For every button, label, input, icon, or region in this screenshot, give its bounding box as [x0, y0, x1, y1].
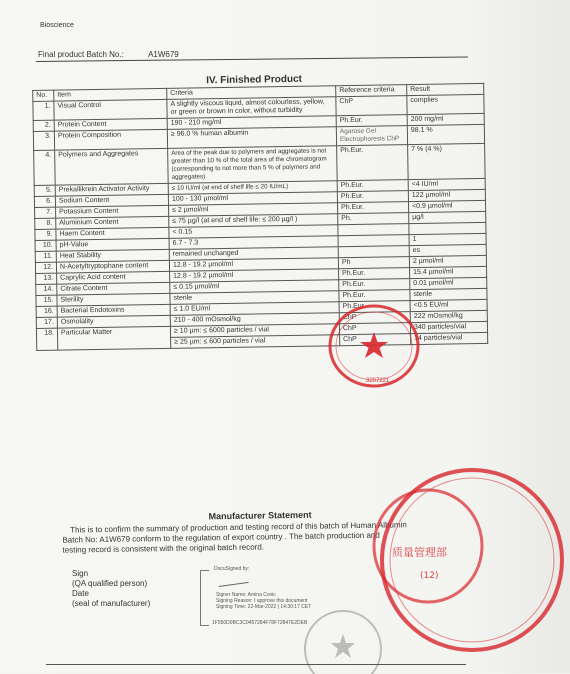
row-item: Prekallikrein Activator Activity — [55, 183, 168, 196]
col-header-item: Item — [54, 88, 167, 101]
footer-rule — [46, 664, 466, 665]
row-no: 8. — [35, 218, 56, 229]
row-reference: ChP — [339, 312, 410, 324]
row-no: 10. — [35, 240, 56, 251]
company-seal-stamp — [322, 300, 426, 392]
row-result: 98.1 % — [407, 124, 484, 144]
row-reference: ChP — [340, 334, 411, 346]
row-result: 2 µmol/ml — [409, 255, 486, 267]
row-no: 17. — [36, 317, 57, 328]
docusign-reason: Signing Reason: I approve this document — [216, 598, 308, 604]
docusign-signer: Signer Name: Amina Covic — [216, 592, 276, 598]
row-result: 15.4 µmol/ml — [410, 266, 487, 278]
statement-title: Manufacturer Statement — [208, 509, 312, 522]
col-header-reference: Reference criteria — [336, 85, 407, 97]
row-result: 1 — [409, 233, 486, 245]
row-item: N-Acetyltryptophane content — [56, 260, 169, 273]
row-item: pH-Value — [56, 238, 169, 251]
row-no: 7. — [35, 207, 56, 218]
row-criteria: ≤ 75 µg/l (at end of shelf life: ≤ 200 µg/l ) — [169, 214, 338, 228]
row-item: Sodium Content — [55, 194, 168, 207]
row-criteria: ≥ 10 µm: ≤ 6000 particles / vial — [170, 324, 339, 338]
statement-line: Batch No: A1W679 conform to the regulation of export country . The batch production and — [62, 530, 380, 545]
docusign-time: Signing Time: 22-Mar-2022 | 14:30:17 CET — [216, 604, 312, 610]
faded-stamp — [298, 604, 388, 674]
row-item: Heat Stability — [56, 249, 169, 262]
row-no: 2. — [33, 120, 54, 131]
quality-department-stamp — [366, 454, 566, 664]
faded-star-icon — [331, 634, 355, 658]
row-reference: Ph.Eur. — [339, 301, 410, 313]
row-item: Bacterial Endotoxins — [57, 304, 170, 317]
row-reference: Ph. — [338, 213, 409, 225]
stamp-department-number: (12) — [420, 571, 439, 581]
row-criteria: 12.8 - 19.2 µmol/ml — [169, 258, 338, 272]
row-criteria: 12.8 - 19.2 µmol/ml — [170, 269, 339, 283]
row-criteria: 6.7 - 7.3 — [169, 236, 338, 250]
col-header-no: No. — [33, 90, 54, 101]
row-criteria: ≤ 10 IU/ml (at end of shelf life ≤ 20 IU/mL) — [168, 181, 337, 195]
row-criteria: A slightly viscous liquid, almost colourless, yellow, or green or brown in color, without turbidity — [167, 97, 336, 119]
row-reference: Ph — [338, 257, 409, 269]
row-reference: Ph.Eur. — [337, 145, 409, 181]
row-criteria: remained unchanged — [169, 247, 338, 261]
row-result: 122 µmol/ml — [408, 189, 485, 201]
row-result: 200 mg/ml — [407, 113, 484, 125]
statement-line: This is to confirm the summary of production and testing record of this batch of Human Albumin — [70, 520, 407, 535]
row-reference: Ph.Eur. — [339, 290, 410, 302]
batch-value: A1W679 — [148, 50, 179, 59]
statement-line: testing record is consistent with the original batch record. — [62, 542, 265, 555]
seal-number: 3207221 — [366, 378, 390, 384]
row-no: 18. — [36, 328, 57, 350]
row-reference: ChP — [336, 96, 407, 116]
row-no: 4. — [34, 150, 56, 185]
row-item: Potassium Content — [56, 205, 169, 218]
qa-label: (QA qualified person) — [72, 579, 148, 588]
row-item: Caprylic Acid content — [57, 271, 170, 284]
row-reference: Ph.Eur. — [337, 202, 408, 214]
row-reference: ChP — [339, 323, 410, 335]
docusign-bracket — [200, 570, 209, 626]
row-no: 12. — [35, 262, 56, 273]
row-result: <0.9 µmol/ml — [408, 200, 485, 212]
row-no: 14. — [36, 284, 57, 295]
docusign-label: DocuSigned by: — [214, 566, 250, 572]
row-no: 3. — [33, 131, 54, 150]
handwritten-signature — [217, 572, 248, 587]
row-no: 9. — [35, 229, 56, 240]
row-reference: Ph.Eur. — [337, 191, 408, 203]
row-criteria: 100 - 130 µmol/ml — [168, 192, 337, 206]
docusign-hash: 1F550D0BC3C0457284F78F72847E2DEB — [212, 620, 308, 626]
company-name: Bioscience — [40, 22, 74, 29]
row-no: 13. — [36, 273, 57, 284]
row-result: 14 particles/vial — [411, 332, 488, 344]
row-no: 15. — [36, 295, 57, 306]
row-item: Sterility — [57, 293, 170, 306]
row-item: Haem Content — [56, 227, 169, 240]
batch-line — [38, 50, 179, 59]
row-no: 16. — [36, 306, 57, 317]
row-reference: Ph.Eur. — [336, 115, 407, 127]
row-item: Particular Matter — [57, 326, 170, 350]
row-criteria: ≤ 1.0 EU/ml — [170, 302, 339, 316]
seal-star-icon — [360, 332, 388, 358]
row-result: complies — [407, 94, 484, 114]
row-reference: Agarose Gel Electrophoresis ChP — [336, 126, 407, 146]
row-result: 7 % (4 %) — [408, 143, 486, 179]
row-result: <4 IU/ml — [408, 178, 485, 190]
col-header-criteria: Criteria — [167, 86, 336, 100]
row-criteria: Area of the peak due to polymers and aggregates is not greater than 10 % of the total area of the chromatogram (corresponding to not more than 5 % of polymers and aggregates) — [168, 146, 338, 184]
row-item: Polymers and Aggregates — [55, 148, 169, 185]
row-criteria: ≤ 2 µmol/ml — [169, 203, 338, 217]
date-label: Date — [72, 589, 89, 598]
row-reference: Ph.Eur. — [339, 268, 410, 280]
seal-label: (seal of manufacturer) — [72, 599, 151, 608]
col-header-result: Result — [407, 83, 484, 95]
row-result: sterile — [410, 288, 487, 300]
row-no: 5. — [34, 185, 55, 196]
row-result: es — [409, 244, 486, 256]
row-criteria: 210 - 400 mOsmol/kg — [170, 313, 339, 327]
row-result: 0.01 µmol/ml — [410, 277, 487, 289]
row-result: µg/l — [409, 211, 486, 223]
signature-labels — [72, 569, 150, 609]
docusign-details — [216, 592, 311, 610]
row-criteria: ≥ 96.0 % human albumin — [167, 127, 336, 149]
row-item: Protein Content — [54, 118, 167, 131]
stamp-department-text: 质量管理部 — [392, 546, 447, 559]
row-item: Visual Control — [54, 99, 167, 120]
row-criteria: < 0.15 — [169, 225, 338, 239]
sign-label: Sign — [72, 569, 89, 578]
section-title: IV. Finished Product — [206, 73, 303, 87]
batch-label: Final product Batch No.: — [38, 50, 124, 59]
row-result: 340 particles/vial — [410, 321, 487, 333]
row-no: 6. — [34, 196, 55, 207]
row-no: 11. — [35, 251, 56, 262]
row-criteria: ≥ 25 µm: ≤ 600 particles / vial — [171, 335, 340, 349]
row-item: Citrate Content — [57, 282, 170, 295]
row-item: Aluminium Content — [56, 216, 169, 229]
row-criteria: ≤ 0.15 µmol/ml — [170, 280, 339, 294]
row-item: Osmolality — [57, 315, 170, 328]
row-result: <0.5 EU/ml — [410, 299, 487, 311]
row-no: 1. — [33, 101, 54, 120]
row-result: 222 mOsmol/kg — [410, 310, 487, 322]
row-reference: Ph.Eur. — [339, 279, 410, 291]
row-criteria: sterile — [170, 291, 339, 305]
row-item: Protein Composition — [54, 129, 167, 150]
row-reference: Ph.Eur. — [337, 180, 408, 192]
row-criteria: 190 - 210 mg/ml — [167, 116, 336, 130]
